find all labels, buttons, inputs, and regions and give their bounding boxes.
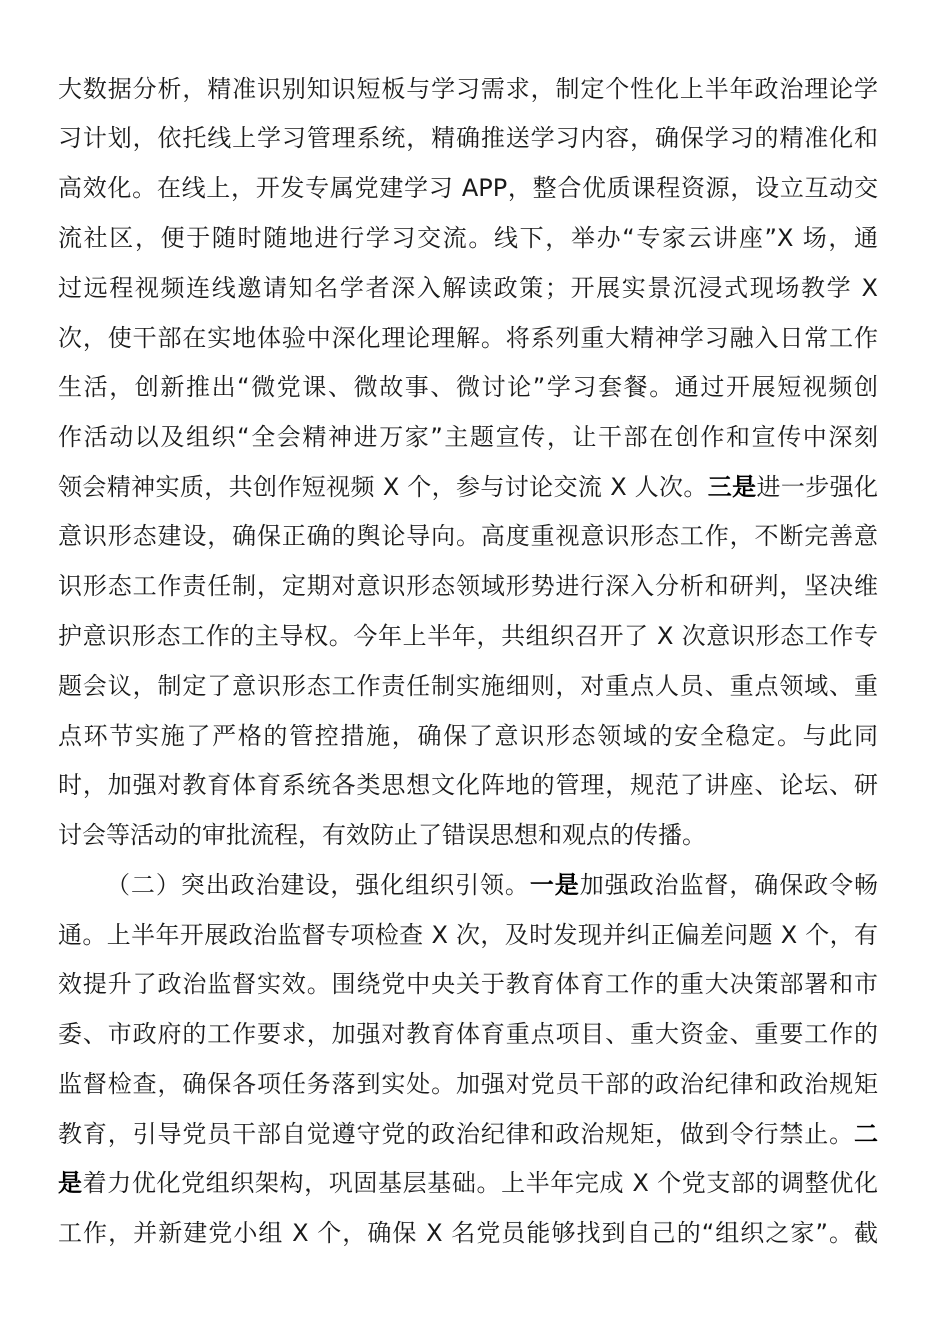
text-line	[58, 170, 878, 206]
text-run: 识形态工作责任制，定期对意识形态领域形势进行深入分析和研判，坚决维	[58, 572, 878, 600]
text-line	[58, 120, 878, 156]
text-run: 加强政治监督，确保政令畅	[579, 871, 879, 899]
text-run: 意识形态建设，确保正确的舆论导向。高度重视意识形态工作，不断完善意	[58, 522, 878, 550]
text-run: 着力优化党组织架构，巩固基层基础。上半年完成 X 个党支部的调整优化	[82, 1169, 879, 1197]
text-run: 习计划，依托线上学习管理系统，精确推送学习内容，确保学习的精准化和	[58, 124, 878, 152]
text-run: 过远程视频连线邀请知名学者深入解读政策；开展实景沉浸式现场教学 X	[58, 274, 878, 302]
text-run: 领会精神实质，共创作短视频 X 个，参与讨论交流 X 人次。	[58, 473, 708, 501]
text-run: （二）突出政治建设，强化组织引领。	[106, 871, 530, 899]
text-run: 高效化。在线上，开发专属党建学习 APP，整合优质课程资源，设立互动交	[58, 174, 878, 202]
text-run: 工作，并新建党小组 X 个，确保 X 名党员能够找到自己的“组织之家”。截	[58, 1219, 878, 1247]
bold-marker: 二	[854, 1120, 878, 1148]
text-run: 大数据分析，精准识别知识短板与学习需求，制定个性化上半年政治理论学	[58, 75, 878, 103]
text-run: 作活动以及组织“全会精神进万家”主题宣传，让干部在创作和宣传中深刻	[58, 423, 878, 451]
text-line	[58, 1066, 878, 1102]
text-line	[58, 320, 878, 356]
text-run: 监督检查，确保各项任务落到实处。加强对党员干部的政治纪律和政治规矩	[58, 1070, 878, 1098]
text-run: 点环节实施了严格的管控措施，确保了意识形态领域的安全稳定。与此同	[58, 722, 878, 750]
text-line	[58, 618, 878, 654]
text-line	[58, 270, 878, 306]
text-run: 护意识形态工作的主导权。今年上半年，共组织召开了 X 次意识形态工作专	[58, 622, 878, 650]
bold-marker: 是	[58, 1169, 83, 1197]
text-run: 委、市政府的工作要求，加强对教育体育重点项目、重大资金、重要工作的	[58, 1020, 878, 1048]
text-line	[58, 718, 878, 754]
text-line	[58, 71, 878, 107]
text-run: 生活，创新推出“微党课、微故事、微讨论”学习套餐。通过开展短视频创	[58, 373, 878, 401]
text-line	[58, 369, 878, 405]
text-line	[58, 1165, 878, 1201]
text-run: 效提升了政治监督实效。围绕党中央关于教育体育工作的重大决策部署和市	[58, 970, 878, 998]
text-line	[58, 1016, 878, 1052]
text-run: 讨会等活动的审批流程，有效防止了错误思想和观点的传播。	[58, 821, 706, 849]
text-line	[58, 767, 878, 803]
text-run: 时，加强对教育体育系统各类思想文化阵地的管理，规范了讲座、论坛、研	[58, 771, 878, 799]
text-line	[58, 1116, 878, 1152]
text-line	[58, 419, 878, 455]
text-run: 进一步强化	[756, 473, 879, 501]
text-run: 次，使干部在实地体验中深化理论理解。将系列重大精神学习融入日常工作	[58, 324, 878, 352]
text-line	[106, 867, 878, 903]
text-run: 题会议，制定了意识形态工作责任制实施细则，对重点人员、重点领域、重	[58, 672, 878, 700]
text-line	[58, 518, 878, 554]
text-line	[58, 917, 878, 953]
bold-marker: 一是	[529, 871, 580, 899]
text-line	[58, 220, 878, 256]
text-line	[58, 966, 878, 1002]
text-line	[58, 1215, 878, 1251]
text-line	[58, 668, 878, 704]
text-run: 通。上半年开展政治监督专项检查 X 次，及时发现并纠正偏差问题 X 个，有	[58, 921, 878, 949]
text-run: 教育，引导党员干部自觉遵守党的政治纪律和政治规矩，做到令行禁止。	[58, 1120, 854, 1148]
text-line	[58, 469, 878, 505]
bold-marker: 三是	[707, 473, 757, 501]
text-line	[58, 568, 878, 604]
text-line	[58, 817, 878, 853]
text-run: 流社区，便于随时随地进行学习交流。线下，举办“专家云讲座”X 场，通	[58, 224, 878, 252]
